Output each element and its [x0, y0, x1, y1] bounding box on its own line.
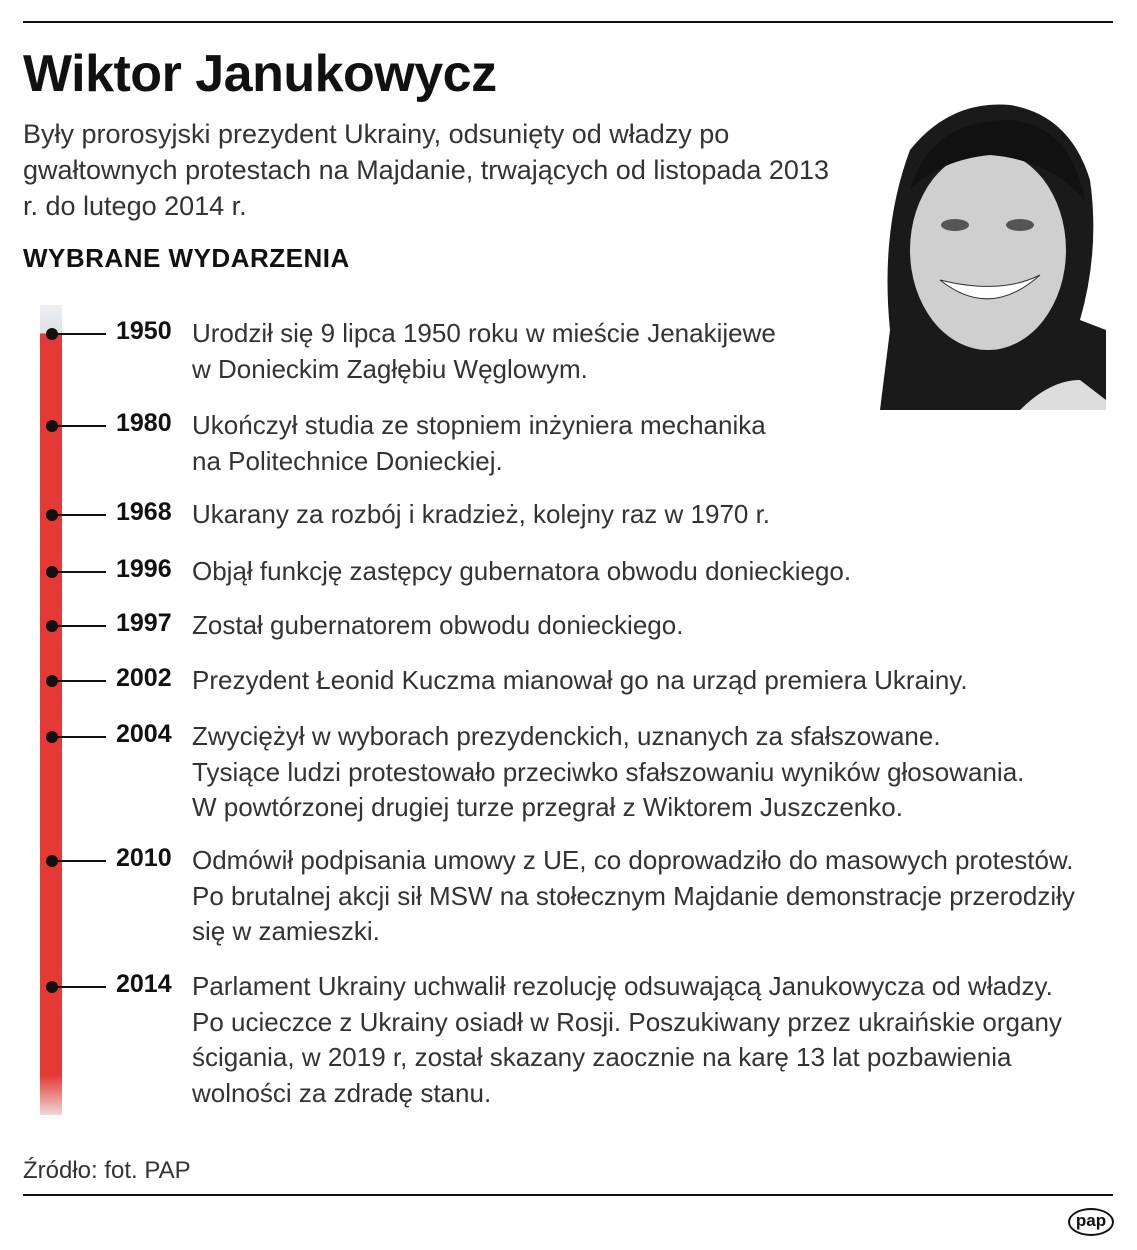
- timeline-connector: [52, 860, 106, 862]
- source-note: Źródło: fot. PAP: [23, 1157, 191, 1184]
- section-heading: WYBRANE WYDARZENIA: [23, 243, 350, 273]
- event-text: Ukarany za rozbój i kradzież, kolejny raz w 1970 r.: [192, 499, 771, 529]
- event-text: Urodził się 9 lipca 1950 roku w mieście Jenakijewe w Donieckim Zagłębiu Węglowym.: [192, 318, 776, 384]
- timeline-connector: [52, 736, 106, 738]
- timeline-connector: [52, 680, 106, 682]
- event-text: Ukończył studia ze stopniem inżyniera mechanika na Politechnice Donieckiej.: [192, 410, 766, 476]
- page-title: Wiktor Janukowycz: [23, 45, 497, 103]
- lead-text: Były prorosyjski prezydent Ukrainy, odsunięty od władzy po gwałtownych protestach na Majdanie, trwających od listopada 2013 r. do lutego 2014 r.: [23, 119, 829, 221]
- event-text: Objął funkcję zastępcy gubernatora obwodu donieckiego.: [192, 556, 852, 586]
- event-year: 1997: [116, 609, 172, 637]
- timeline-connector: [52, 571, 106, 573]
- bottom-rule: [23, 1194, 1113, 1196]
- event-year: 2002: [116, 664, 172, 692]
- event-text: Został gubernatorem obwodu donieckiego.: [192, 610, 684, 640]
- event-year: 1968: [116, 498, 172, 526]
- event-year: 1980: [116, 409, 172, 437]
- timeline-connector: [52, 625, 106, 627]
- timeline-connector: [52, 514, 106, 516]
- pap-logo: pap: [1068, 1208, 1114, 1236]
- event-year: 1996: [116, 555, 172, 583]
- timeline-connector: [52, 333, 106, 335]
- event-year: 2014: [116, 970, 172, 998]
- timeline-connector: [52, 425, 106, 427]
- timeline-connector: [52, 986, 106, 988]
- event-text: Parlament Ukrainy uchwalił rezolucję odsuwającą Janukowycza od władzy. Po ucieczce z Ukrainy osiadł w Rosji. Poszukiwany przez ukraińskie organy ścigania, w 2019 r, został skazany zaocznie na karę 13 lat pozbawienia wolności za zdradę stanu.: [192, 971, 1062, 1108]
- top-rule: [23, 21, 1113, 23]
- event-year: 2004: [116, 720, 172, 748]
- event-year: 1950: [116, 317, 172, 345]
- event-text: Odmówił podpisania umowy z UE, co doprowadziło do masowych protestów. Po brutalnej akcji sił MSW na stołecznym Majdanie demonstracje przerodziły się w zamieszki.: [192, 845, 1075, 946]
- event-year: 2010: [116, 844, 172, 872]
- event-text: Prezydent Łeonid Kuczma mianował go na urząd premiera Ukrainy.: [192, 665, 968, 695]
- event-text: Zwyciężył w wyborach prezydenckich, uznanych za sfałszowane. Tysiące ludzi protestowało przeciwko sfałszowaniu wyników głosowania. W powtórzonej drugiej turze przegrał z Wiktorem Juszczenko.: [192, 721, 1025, 822]
